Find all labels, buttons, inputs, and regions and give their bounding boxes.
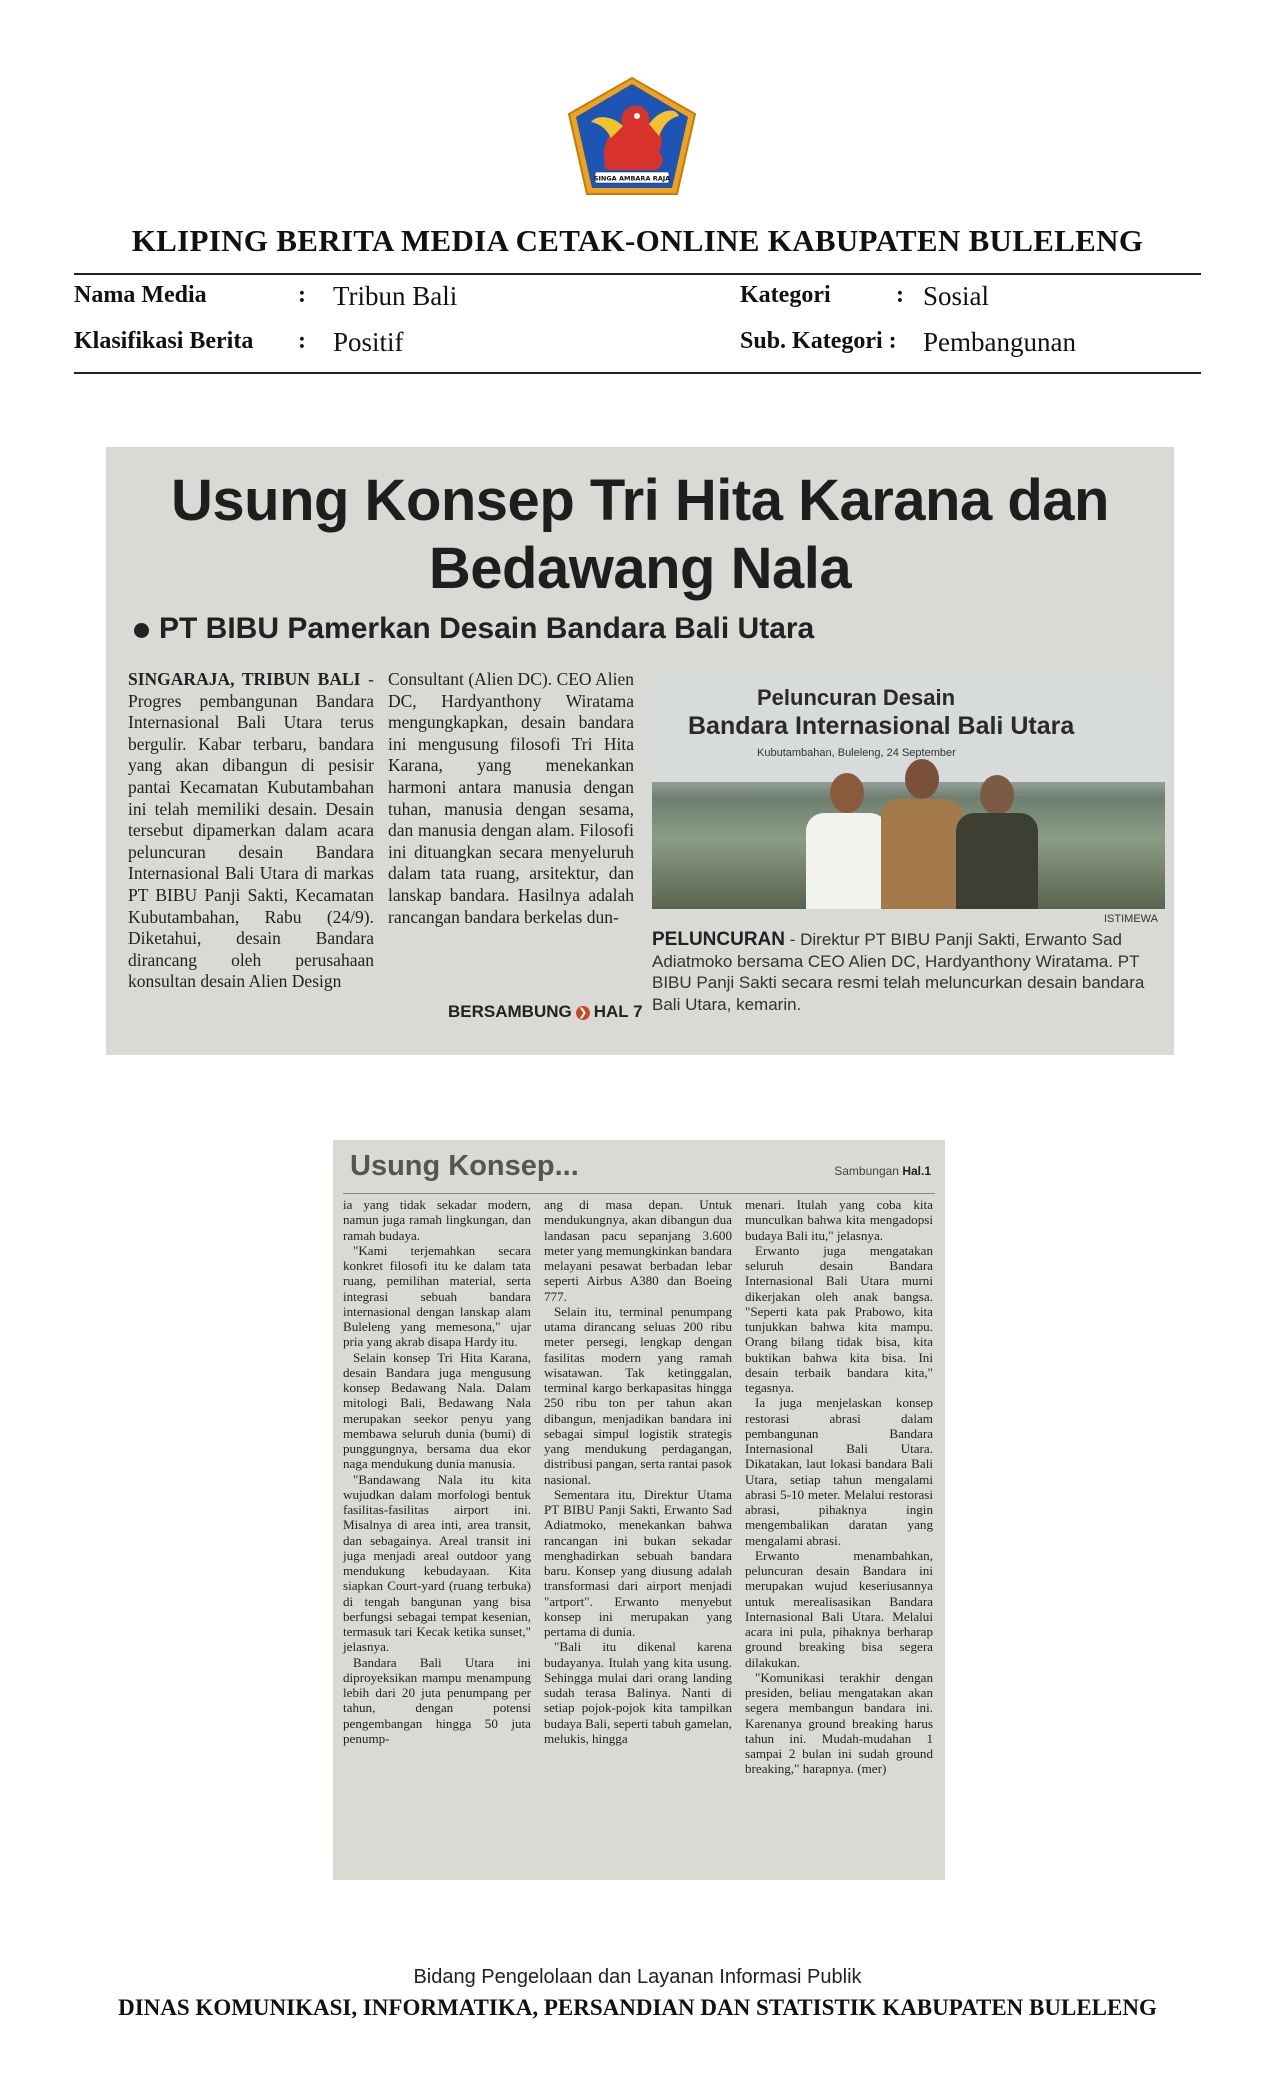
continuation-column-3 [745, 1197, 933, 1777]
clipping-continuation [333, 1140, 945, 1880]
category-value: Sosial [923, 281, 990, 311]
media-name-value: Tribun Bali [333, 281, 458, 311]
continuation-column-1 [343, 1197, 531, 1746]
paragraph: Erwanto juga mengatakan seluruh desain Bandara Internasional Bali Utara murni dikerjakan oleh anak bangsa. "Seperti kata pak Prabowo, kita tunjukkan bahwa kita mampu. Orang bilang tidak bisa, kita buktikan bahwa kita bisa. Ini desain terbaik bandara kita," tegasnya. [745, 1242, 933, 1395]
paragraph: Selain konsep Tri Hita Karana, desain Bandara juga mengusung konsep Bedawang Nala. Dalam mitologi Bali, Bedawang Nala merupakan seekor penyu yang membawa seluruh dunia (bumi) di punggungnya, bersama dua ekor naga mendukung dunia manusia. [343, 1349, 531, 1472]
header-divider-bottom [74, 372, 1201, 374]
paragraph: ang di masa depan. Untuk mendukungnya, akan dibangun dua landasan pacu sepanjang 3.600 meter yang memungkinkan bandara melayani pesawat berbadan lebar seperti Airbus A380 dan Boeing 777. [544, 1197, 732, 1304]
headline-line-1: Usung Konsep Tri Hita Karana dan [171, 468, 1109, 533]
continued-label: BERSAMBUNG [448, 1002, 572, 1021]
continuation-source [834, 1164, 931, 1178]
arrow-right-icon: ❯ [576, 1006, 590, 1020]
paragraph: "Komunikasi terakhir dengan presiden, beliau mengatakan akan segera membangun bandara ini. Karenanya ground breaking harus tahun ini. Mudah-mudahan 1 sampai 2 bulan ini sudah ground breaking," harapnya. (mer) [745, 1669, 933, 1777]
buleleng-coat-of-arms-logo [565, 76, 699, 200]
logo-motto: SINGA AMBARA RAJA [593, 174, 671, 183]
paragraph: Erwanto menambahkan, peluncuran desain Bandara ini merupakan wujud keseriusannya untuk merealisasikan Bandara Internasional Bali Utara. Melalui acara ini pula, pihaknya berharap ground breaking bisa segera dilakukan. [745, 1547, 933, 1670]
photo-banner-line-2: Bandara Internasional Bali Utara [688, 712, 1075, 740]
media-name-label: Nama Media [74, 282, 207, 308]
article-column-1-text: - Progres pembangunan Bandara Internasional Bali Utara terus bergulir. Kabar terbaru, bandara yang akan dibangun di pesisir pantai Kecamatan Kubutambahan ini telah memiliki desain. Desain tersebut dipamerkan dalam acara peluncuran desain Bandara Internasional Bali Utara di markas PT BIBU Panji Sakti, Kecamatan Kubutambahan, Rabu (24/9). Diketahui, desain Bandara dirancang oleh perusahaan konsultan desain Alien Design [128, 669, 374, 992]
headline-line-2: Bedawang Nala [428, 536, 852, 601]
bullet-icon [134, 623, 149, 638]
paragraph: menari. Itulah yang coba kita munculkan bahwa kita mengadopsi budaya Bali itu," jelasnya. [745, 1197, 933, 1243]
footer-division: Bidang Pengelolaan dan Layanan Informasi Publik [413, 1966, 862, 1988]
sambungan-label: Sambungan [834, 1164, 903, 1178]
caption-label: PELUNCURAN [652, 929, 785, 950]
article-dateline: SINGARAJA, TRIBUN BALI [128, 669, 361, 689]
person-figure [952, 761, 1042, 909]
media-name-colon: : [298, 282, 306, 308]
classification-colon: : [298, 328, 306, 354]
paragraph: Selain itu, terminal penumpang utama dirancang seluas 200 ribu meter persegi, lengkap dengan fasilitas modern yang ramah wisatawan. Tak ketinggalan, terminal kargo berkapasitas hingga 250 ribu ton per tahun akan dibangun, menjadikan bandara ini sebagai simpul logistik strategis yang mendukung perdagangan, distribusi pangan, serta rantai pasok nasional. [544, 1303, 732, 1487]
photo-banner-line-3: Kubutambahan, Buleleng, 24 September [757, 747, 956, 759]
category-label: Kategori [740, 282, 831, 308]
continuation-column-2 [544, 1197, 732, 1746]
clipping-subheadline [134, 612, 814, 646]
photo-credit: ISTIMEWA [1104, 913, 1158, 925]
paragraph: "Bandawang Nala itu kita wujudkan dalam morfologi bentuk fasilitas-fasilitas airport ini. Misalnya di area inti, area transit, dan sebagainya. Areal transit ini juga menjadi areal outdoor yang mendukung kebudayaan. Kita siapkan Court-yard (ruang terbuka) di tengah bangunan yang bisa berfungsi sebagai tempat kesenian, termasuk tari Kecak ketika sunset," jelasnya. [343, 1471, 531, 1655]
sambungan-page: Hal.1 [902, 1164, 931, 1178]
paragraph: ia yang tidak sekadar modern, namun juga ramah lingkungan, dan ramah budaya. [343, 1197, 531, 1243]
continued-page: HAL 7 [593, 1002, 643, 1021]
paragraph: Ia juga menjelaskan konsep restorasi abrasi dalam pembangunan Bandara Internasional Bali Utara. Dikatakan, laut lokasi bandara Bali Utara, setiap tahun mengalami abrasi 5-10 meter. Melalui restorasi abrasi, pihaknya ingin mengembalikan daratan yang mengalami abrasi. [745, 1395, 933, 1548]
continued-note [448, 1002, 643, 1022]
photo-banner-line-1: Peluncuran Desain [757, 685, 956, 710]
event-photo [652, 677, 1165, 909]
subheadline-text: PT BIBU Pamerkan Desain Bandara Bali Utara [159, 612, 815, 645]
clipping-headline [106, 467, 1174, 603]
article-column-1 [128, 669, 374, 993]
category-colon: : [896, 282, 904, 308]
classification-label: Klasifikasi Berita [74, 328, 254, 354]
paragraph: Sementara itu, Direktur Utama PT BIBU Panji Sakti, Erwanto Sad Adiatmoko, menekankan bahwa rancangan ini bukan sekadar menghadirkan sebuah bandara baru. Konsep yang diusung adalah transformasi dari airport menjadi "artport". Erwanto menyebut konsep ini merupakan yang pertama di dunia. [544, 1486, 732, 1639]
paragraph: "Kami terjemahkan secara konkret filosofi itu ke dalam tata ruang, pemilihan material, serta integrasi sebuah bandara internasional dengan lanskap alam Buleleng yang memesona," ujar pria yang akrab disapa Hardy itu. [343, 1242, 531, 1350]
footer-agency: DINAS KOMUNIKASI, INFORMATIKA, PERSANDIAN DAN STATISTIK KABUPATEN BULELENG [118, 1995, 1157, 2020]
subcategory-value: Pembangunan [923, 327, 1076, 357]
paragraph: "Bali itu dikenal karena budayanya. Itulah yang kita usung. Sehingga mulai dari orang landing sudah terasa Balinya. Nanti di setiap pojok-pojok kita tampilkan budaya Bali, seperti tabuh gamelan, melukis, hingga [544, 1639, 732, 1746]
continuation-divider [343, 1193, 935, 1194]
header-divider-top [74, 273, 1201, 275]
continuation-headline: Usung Konsep... [350, 1150, 579, 1182]
document-title: KLIPING BERITA MEDIA CETAK-ONLINE KABUPATEN BULELENG [131, 223, 1144, 258]
article-column-2-text: Consultant (Alien DC). CEO Alien DC, Hardyanthony Wiratama mengungkapkan, desain bandara ini mengusung filosofi Tri Hita Karana, yang menekankan harmoni antara manusia dengan tuhan, manusia dengan sesama, dan manusia dengan alam. Filosofi ini dituangkan secara menyeluruh dalam tata ruang, arsitektur, dan lanskap bandara. Hasilnya adalah rancangan bandara berkelas dun- [388, 669, 634, 927]
subcategory-label: Sub. Kategori : [740, 328, 897, 354]
paragraph: Bandara Bali Utara ini diproyeksikan mampu menampung lebih dari 20 juta penumpang per tahun, dengan potensi pengembangan hingga 50 juta penump- [343, 1654, 531, 1746]
clipping-front-page [106, 447, 1174, 1055]
photo-caption [652, 929, 1167, 1015]
caption-text: - Direktur PT BIBU Panji Sakti, Erwanto Sad Adiatmoko bersama CEO Alien DC, Hardyanthony Wiratama. PT BIBU Panji Sakti secara resmi telah meluncurkan desain bandara Bali Utara, kemarin. [652, 930, 1145, 1014]
classification-value: Positif [333, 327, 404, 357]
article-column-2 [388, 669, 634, 928]
